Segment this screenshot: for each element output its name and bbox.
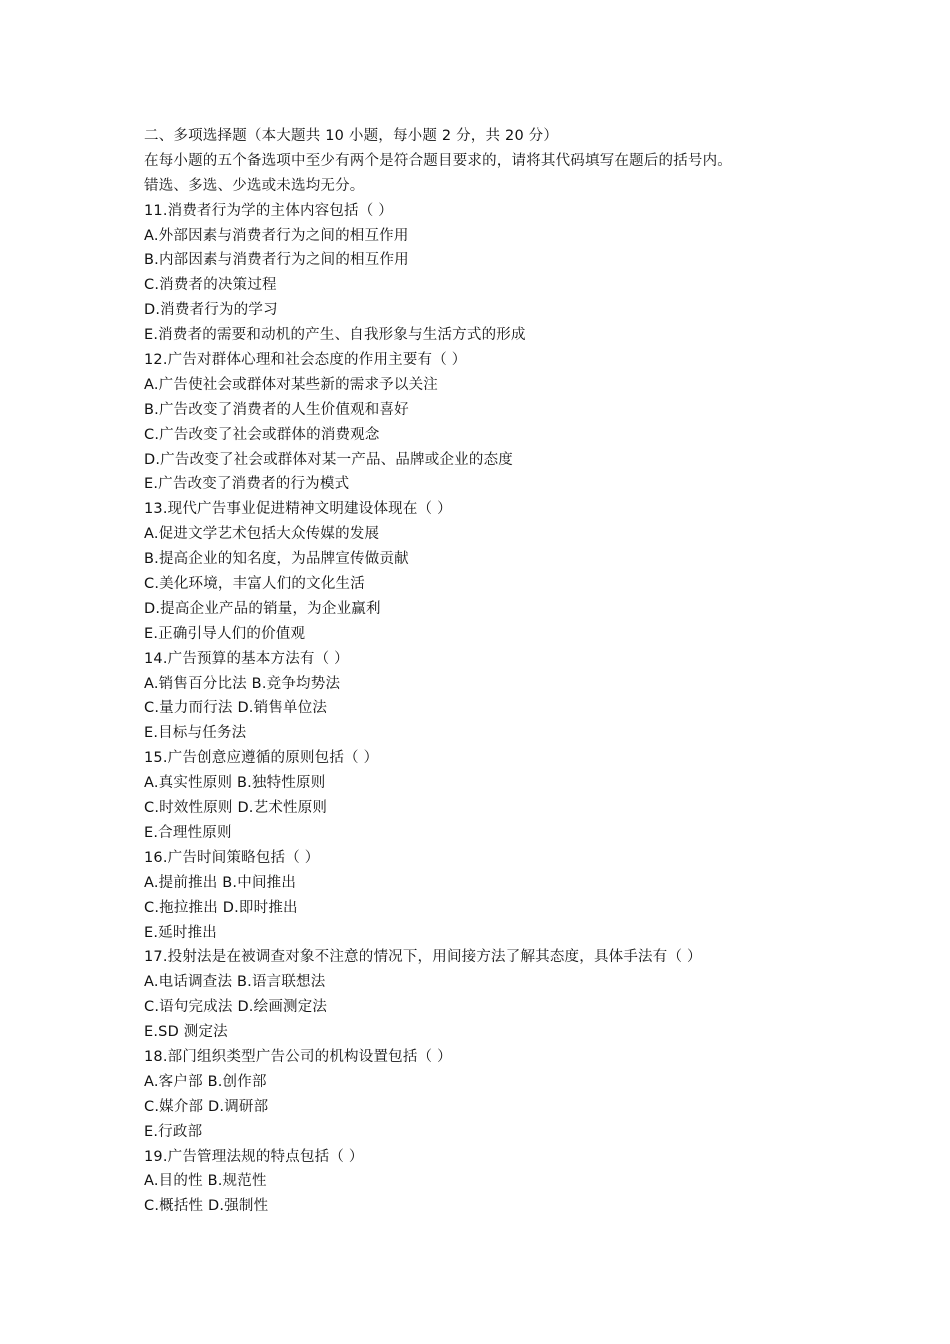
option-line: C.时效性原则 D.艺术性原则 [144, 800, 328, 817]
option-line: A.提前推出 B.中间推出 [144, 874, 297, 891]
option-line: E.正确引导人们的价值观 [144, 625, 306, 642]
option-line: B.提高企业的知名度，为品牌宣传做贡献 [144, 551, 409, 568]
question-15: 15.广告创意应遵循的原则包括（ ） [144, 750, 379, 767]
option-line: E.延时推出 [144, 924, 217, 941]
option-line: A.销售百分比法 B.竞争均势法 [144, 675, 341, 692]
option-line: E.目标与任务法 [144, 725, 247, 742]
option-line: A.真实性原则 B.独特性原则 [144, 775, 326, 792]
question-13: 13.现代广告事业促进精神文明建设体现在（ ） [144, 501, 452, 518]
option-line: D.消费者行为的学习 [144, 302, 278, 319]
option-line: E.广告改变了消费者的行为模式 [144, 476, 350, 493]
option-line: A.目的性 B.规范性 [144, 1173, 267, 1190]
option-line: C.概括性 D.强制性 [144, 1198, 269, 1215]
question-19: 19.广告管理法规的特点包括（ ） [144, 1148, 364, 1165]
option-line: C.广告改变了社会或群体的消费观念 [144, 426, 380, 443]
option-line: B.内部因素与消费者行为之间的相互作用 [144, 252, 409, 269]
option-line: A.外部因素与消费者行为之间的相互作用 [144, 227, 409, 244]
question-11: 11.消费者行为学的主体内容包括（ ） [144, 202, 393, 219]
question-12: 12.广告对群体心理和社会态度的作用主要有（ ） [144, 352, 467, 369]
question-14: 14.广告预算的基本方法有（ ） [144, 650, 349, 667]
option-line: C.消费者的决策过程 [144, 277, 277, 294]
option-line: E.SD 测定法 [144, 1024, 228, 1041]
option-line: C.量力而行法 D.销售单位法 [144, 700, 328, 717]
question-16: 16.广告时间策略包括（ ） [144, 849, 320, 866]
option-line: C.拖拉推出 D.即时推出 [144, 899, 298, 916]
option-line: C.语句完成法 D.绘画测定法 [144, 999, 328, 1016]
option-line: D.提高企业产品的销量，为企业赢利 [144, 600, 381, 617]
instruction-line: 错选、多选、少选或未选均无分。 [144, 177, 365, 194]
document-page [144, 124, 824, 1219]
option-line: E.消费者的需要和动机的产生、自我形象与生活方式的形成 [144, 327, 526, 344]
option-line: C.媒介部 D.调研部 [144, 1098, 269, 1115]
section-heading: 二、多项选择题（本大题共 10 小题，每小题 2 分，共 20 分） [144, 128, 559, 144]
option-line: E.合理性原则 [144, 824, 232, 841]
option-line: E.行政部 [144, 1123, 203, 1140]
option-line: A.客户部 B.创作部 [144, 1073, 267, 1090]
option-line: C.美化环境，丰富人们的文化生活 [144, 576, 365, 593]
option-line: B.广告改变了消费者的人生价值观和喜好 [144, 401, 409, 418]
instruction-line: 在每小题的五个备选项中至少有两个是符合题目要求的，请将其代码填写在题后的括号内。 [144, 152, 732, 169]
option-line: A.促进文学艺术包括大众传媒的发展 [144, 526, 380, 543]
option-line: D.广告改变了社会或群体对某一产品、品牌或企业的态度 [144, 451, 513, 468]
option-line: A.电话调查法 B.语言联想法 [144, 974, 326, 991]
question-17: 17.投射法是在被调查对象不注意的情况下，用间接方法了解其态度，具体手法有（ ） [144, 949, 702, 966]
option-line: A.广告使社会或群体对某些新的需求予以关注 [144, 376, 438, 393]
question-18: 18.部门组织类型广告公司的机构设置包括（ ） [144, 1048, 452, 1065]
